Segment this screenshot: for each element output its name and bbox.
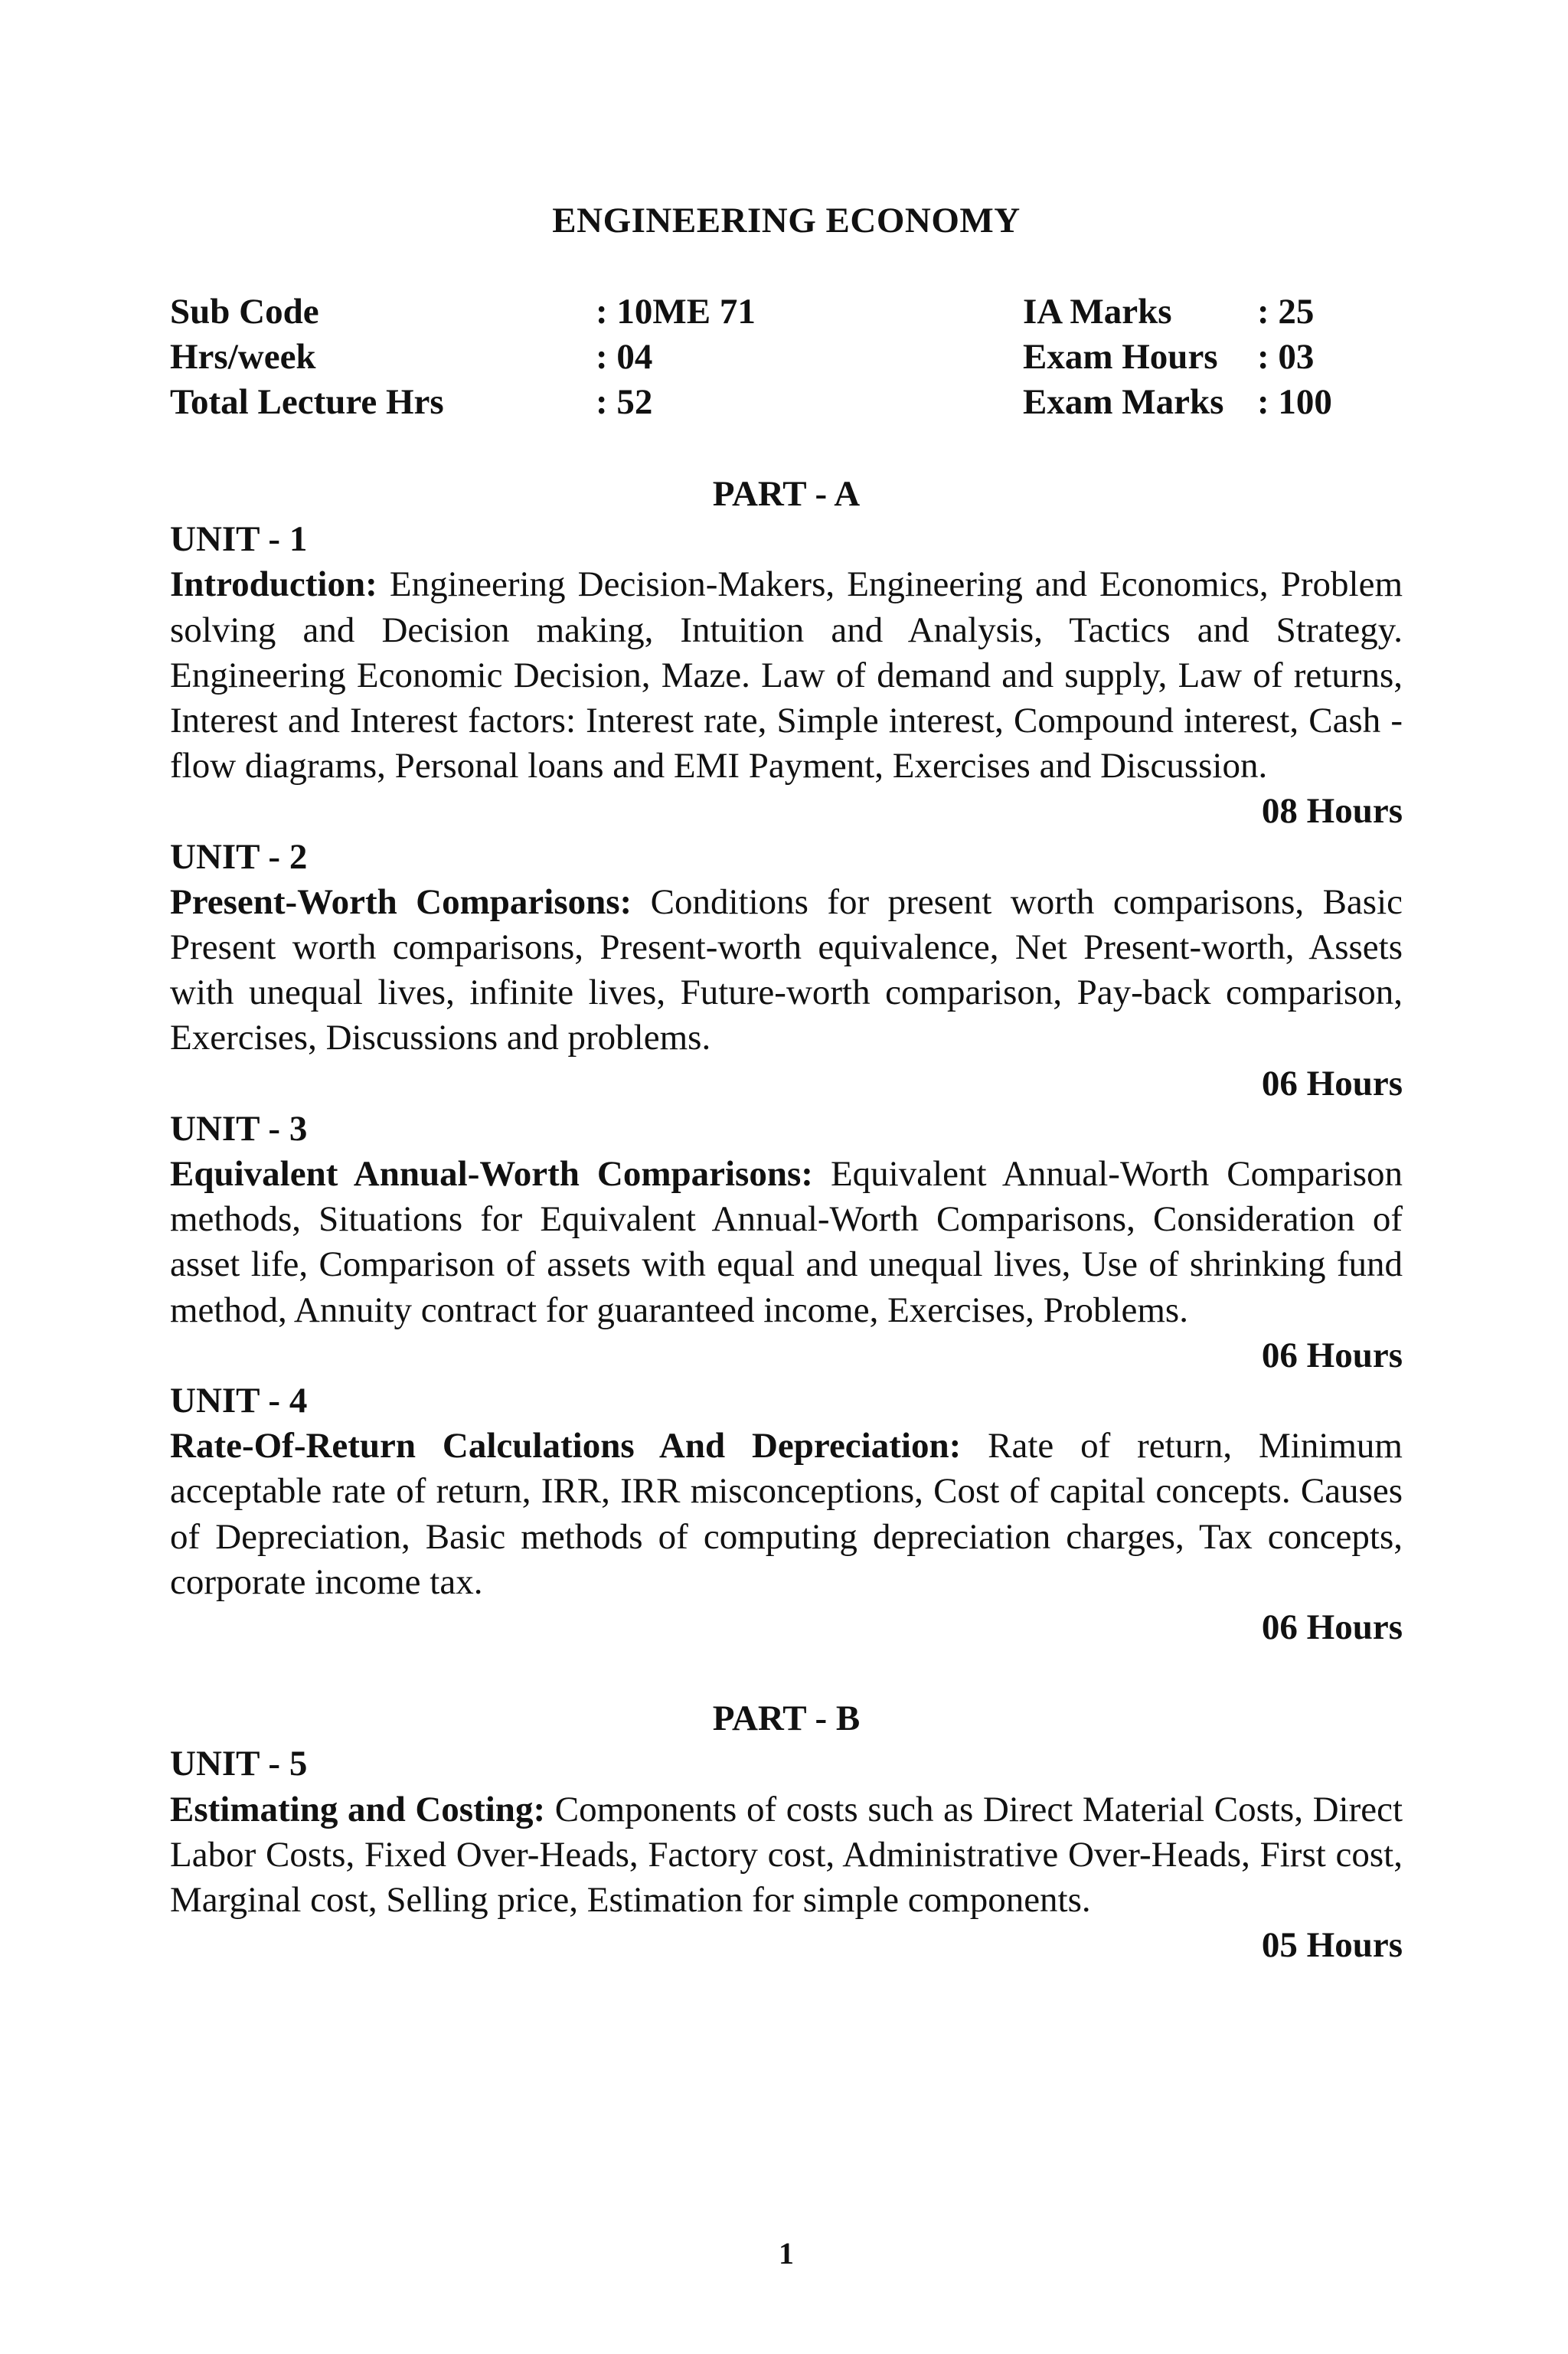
unit-hours: 06 Hours	[1261, 1607, 1403, 1647]
unit-heading: UNIT - 4	[170, 1380, 308, 1421]
meta-label: Sub Code	[170, 292, 319, 332]
unit-hours: 05 Hours	[1261, 1925, 1403, 1966]
unit-hours: 06 Hours	[1261, 1063, 1403, 1103]
unit-topic: Rate-Of-Return Calculations And Depreciation:	[170, 1426, 962, 1466]
unit-description	[170, 880, 1403, 1061]
meta-value: : 100	[1257, 382, 1332, 422]
part-heading: PART - A	[712, 474, 861, 514]
meta-value: : 03	[1257, 337, 1315, 377]
meta-row-total-lecture-hrs	[170, 380, 1403, 425]
syllabus-content	[170, 472, 1403, 1968]
unit-topic: Present-Worth Comparisons:	[170, 881, 632, 922]
meta-label: Total Lecture Hrs	[170, 382, 444, 422]
unit-hours: 08 Hours	[1261, 791, 1403, 832]
meta-label: Exam Hours	[1023, 337, 1218, 377]
meta-row-sub-code	[170, 289, 1403, 335]
page-number: 1	[779, 2236, 794, 2271]
unit-text: Components of costs such as Direct Material Costs, Direct Labor Costs, Fixed Over-Heads, Factory cost, Administrative Over-Heads, First cost, Marginal cost, Selling price, Estimation for simple components.	[170, 1789, 1403, 1920]
unit-text: Conditions for present worth comparisons, Basic Present worth comparisons, Present-worth equivalence, Net Present-worth, Assets with unequal lives, infinite lives, Future-worth comparison, Pay-back comparison, Exercises, Discussions and problems.	[170, 881, 1403, 1058]
meta-row-hrs-week	[170, 335, 1403, 380]
unit-heading: UNIT - 5	[170, 1744, 308, 1784]
unit-heading: UNIT - 2	[170, 836, 308, 877]
unit-topic: Equivalent Annual-Worth Comparisons:	[170, 1153, 813, 1194]
course-meta	[170, 289, 1403, 425]
meta-label: Hrs/week	[170, 337, 316, 377]
unit-description	[170, 1424, 1403, 1605]
meta-label: IA Marks	[1023, 292, 1172, 332]
unit-text: Rate of return, Minimum acceptable rate of return, IRR, IRR misconceptions, Cost of capital concepts. Causes of Depreciation, Basic methods of computing depreciation charges, Tax concepts, corporate income tax.	[170, 1426, 1403, 1602]
document-title: ENGINEERING ECONOMY	[552, 201, 1021, 240]
unit-heading: UNIT - 1	[170, 519, 308, 560]
meta-value: : 04	[596, 337, 653, 377]
unit-description	[170, 1787, 1403, 1924]
part-heading: PART - B	[712, 1698, 861, 1739]
unit-topic: Estimating and Costing:	[170, 1789, 546, 1829]
meta-value: : 25	[1257, 292, 1315, 332]
document-page	[170, 0, 1403, 2354]
unit-heading: UNIT - 3	[170, 1108, 308, 1149]
meta-value: : 52	[596, 382, 653, 422]
unit-topic: Introduction:	[170, 564, 377, 605]
unit-description	[170, 1152, 1403, 1333]
meta-value: : 10ME 71	[596, 292, 756, 332]
meta-label: Exam Marks	[1023, 382, 1224, 422]
unit-hours: 06 Hours	[1261, 1335, 1403, 1375]
unit-text: Engineering Decision-Makers, Engineering and Economics, Problem solving and Decision making, Intuition and Analysis, Tactics and Strategy. Engineering Economic Decision, Maze. Law of demand and supply, Law of returns, Interest and Interest factors: Interest rate, Simple interest, Compound interest, Cash - flow diagrams, Personal loans and EMI Payment, Exercises and Discussion.	[170, 564, 1403, 786]
section-gap	[170, 1650, 1403, 1696]
unit-text: Equivalent Annual-Worth Comparison methods, Situations for Equivalent Annual-Worth Comparisons, Consideration of asset life, Comparison of assets with equal and unequal lives, Use of shrinking fund method, Annuity contract for guaranteed income, Exercises, Problems.	[170, 1153, 1403, 1330]
unit-description	[170, 562, 1403, 789]
